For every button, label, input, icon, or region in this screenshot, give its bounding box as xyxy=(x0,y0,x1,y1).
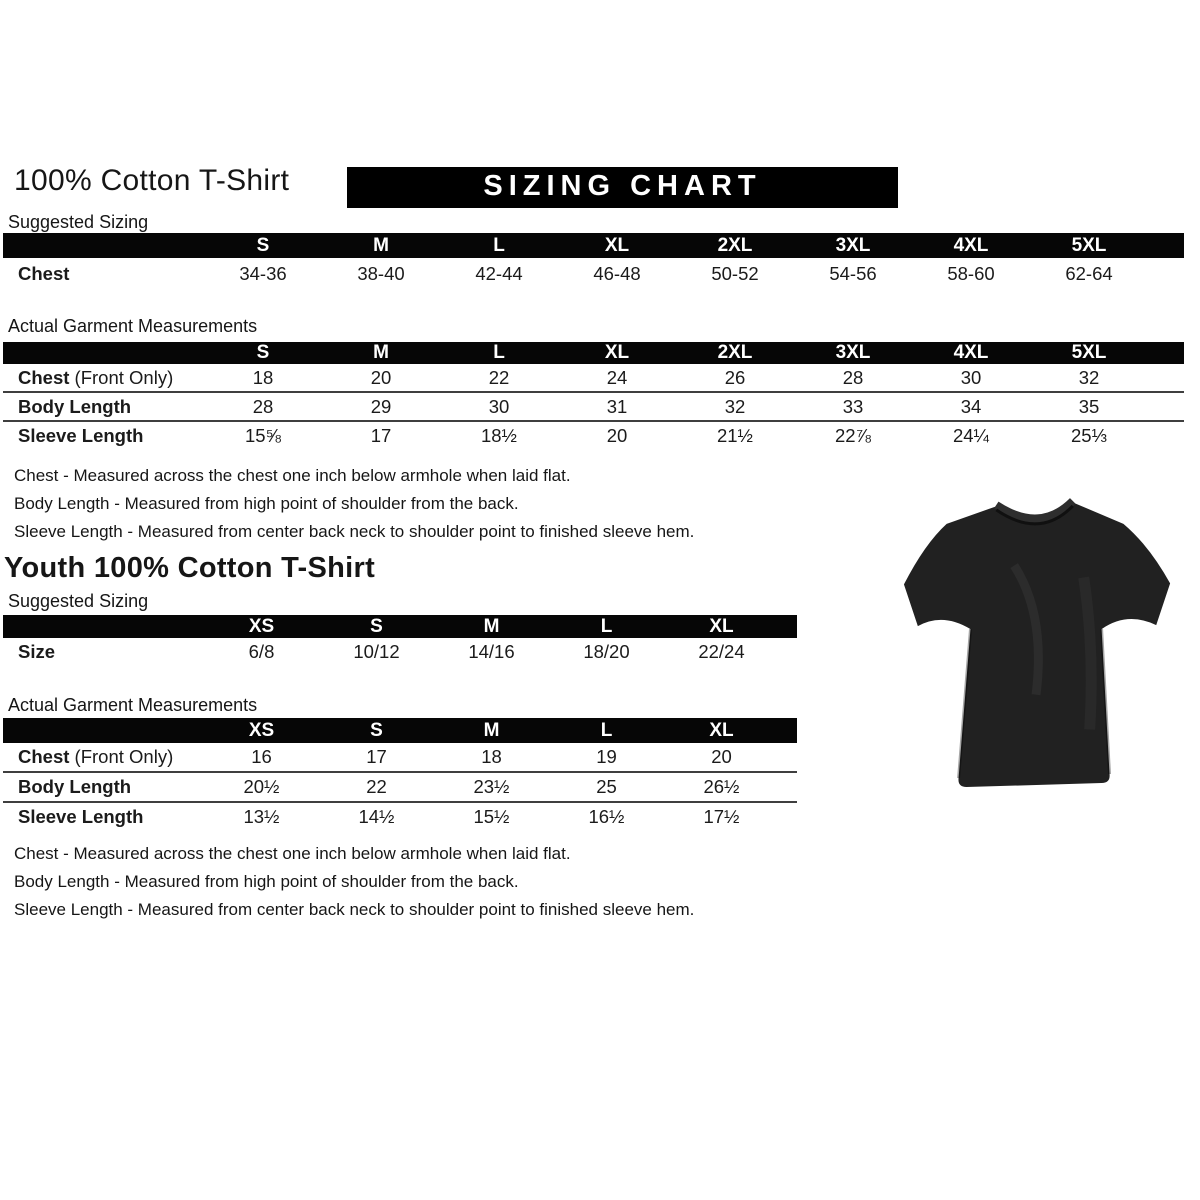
header-row xyxy=(3,342,1184,364)
size-column-header: 5XL xyxy=(1030,342,1148,364)
table-cell: 23½ xyxy=(434,772,549,802)
size-column-header: S xyxy=(319,718,434,743)
table-cell: 32 xyxy=(676,392,794,421)
note-line: Body Length - Measured from high point of shoulder from the back. xyxy=(14,872,519,891)
size-column-header: XL xyxy=(664,615,779,638)
table-cell: 18 xyxy=(481,746,502,767)
table-cell: 25 xyxy=(549,772,664,802)
header-row xyxy=(3,233,1184,258)
table-cell: 16 xyxy=(251,746,272,767)
table-cell: 30 xyxy=(960,366,982,388)
table-row-chest xyxy=(3,258,1184,290)
row-label: Chest (Front Only) xyxy=(18,366,174,388)
adult-section-title: 100% Cotton T-Shirt xyxy=(14,164,290,197)
table-cell: 18 xyxy=(252,366,274,388)
adult-suggested-sizing-table xyxy=(3,233,1184,290)
table-cell: 16½ xyxy=(549,802,664,831)
filler-cell xyxy=(779,802,797,831)
corner-cell xyxy=(3,233,204,258)
row-label: Size xyxy=(18,641,56,662)
row-label: Chest (Front Only) xyxy=(18,746,174,767)
size-column-header: 5XL xyxy=(1030,233,1148,258)
size-column-header: 2XL xyxy=(676,342,794,364)
filler-cell xyxy=(1148,258,1184,290)
adult-actual-measurements-label: Actual Garment Measurements xyxy=(8,316,258,336)
size-column-header: S xyxy=(319,615,434,638)
youth-actual-measurements-table xyxy=(3,718,797,831)
row-label: Sleeve Length xyxy=(3,802,204,831)
adult-suggested-sizing-label: Suggested Sizing xyxy=(8,212,149,232)
table-cell: 20 xyxy=(711,746,732,767)
table-row-body-length xyxy=(3,772,797,802)
sizing-chart-banner: SIZING CHART xyxy=(347,167,898,208)
corner-cell xyxy=(3,718,204,743)
header-filler-cell xyxy=(1148,342,1184,364)
adult-measurement-notes xyxy=(14,462,694,546)
table-cell: 33 xyxy=(794,392,912,421)
table-cell: 42-44 xyxy=(475,263,523,284)
size-column-header: L xyxy=(440,342,558,364)
size-column-header: 3XL xyxy=(794,233,912,258)
table-cell: 21½ xyxy=(676,421,794,449)
table-row-chest xyxy=(3,743,797,772)
note-line: Chest - Measured across the chest one inch below armhole when laid flat. xyxy=(14,844,571,863)
note-line: Sleeve Length - Measured from center back neck to shoulder point to finished sleeve hem. xyxy=(14,522,695,541)
size-column-header: XL xyxy=(664,718,779,743)
table-cell: 17 xyxy=(322,421,440,449)
table-cell: 50-52 xyxy=(711,263,759,284)
table-cell: 58-60 xyxy=(947,263,995,284)
table-cell: 14/16 xyxy=(468,641,515,662)
table-row-body-length xyxy=(3,392,1184,421)
table-cell: 6/8 xyxy=(248,641,275,662)
youth-actual-measurements-label: Actual Garment Measurements xyxy=(8,695,258,715)
size-column-header: L xyxy=(549,615,664,638)
table-cell: 14½ xyxy=(319,802,434,831)
youth-suggested-sizing-label: Suggested Sizing xyxy=(8,591,149,611)
table-cell: 34-36 xyxy=(239,263,287,284)
row-label: Body Length xyxy=(3,772,204,802)
note-line: Sleeve Length - Measured from center back neck to shoulder point to finished sleeve hem. xyxy=(14,900,695,919)
size-column-header: XS xyxy=(204,718,319,743)
table-cell: 22/24 xyxy=(698,641,745,662)
size-column-header: XL xyxy=(558,233,676,258)
size-column-header: 3XL xyxy=(794,342,912,364)
corner-cell xyxy=(3,342,204,364)
filler-cell xyxy=(779,638,797,666)
header-filler-cell xyxy=(1148,233,1184,258)
table-row-chest xyxy=(3,364,1184,392)
filler-cell xyxy=(779,743,797,772)
table-cell: 22 xyxy=(319,772,434,802)
table-cell: 15⅝ xyxy=(204,421,322,449)
header-row xyxy=(3,615,797,638)
note-line: Chest - Measured across the chest one inch below armhole when laid flat. xyxy=(14,466,571,485)
table-cell: 22 xyxy=(488,366,510,388)
table-cell: 15½ xyxy=(434,802,549,831)
table-cell: 26 xyxy=(724,366,746,388)
table-cell: 18½ xyxy=(440,421,558,449)
header-row xyxy=(3,718,797,743)
table-cell: 30 xyxy=(440,392,558,421)
filler-cell xyxy=(1148,392,1184,421)
table-cell: 38-40 xyxy=(357,263,405,284)
table-cell: 62-64 xyxy=(1065,263,1113,284)
table-cell: 20 xyxy=(558,421,676,449)
table-cell: 26½ xyxy=(664,772,779,802)
row-label: Body Length xyxy=(3,392,204,421)
youth-suggested-sizing-table xyxy=(3,615,797,666)
table-row-sleeve-length xyxy=(3,421,1184,449)
size-column-header: M xyxy=(434,718,549,743)
header-filler-cell xyxy=(779,615,797,638)
table-cell: 25⅓ xyxy=(1030,421,1148,449)
table-cell: 10/12 xyxy=(353,641,400,662)
size-column-header: 4XL xyxy=(912,342,1030,364)
size-column-header: 2XL xyxy=(676,233,794,258)
size-column-header: M xyxy=(322,233,440,258)
table-cell: 31 xyxy=(558,392,676,421)
table-cell: 29 xyxy=(322,392,440,421)
table-cell: 17 xyxy=(366,746,387,767)
size-column-header: 4XL xyxy=(912,233,1030,258)
size-column-header: M xyxy=(322,342,440,364)
table-cell: 19 xyxy=(596,746,617,767)
size-column-header: S xyxy=(204,233,322,258)
table-cell: 20 xyxy=(370,366,392,388)
table-cell: 20½ xyxy=(204,772,319,802)
corner-cell xyxy=(3,615,204,638)
size-column-header: XS xyxy=(204,615,319,638)
youth-measurement-notes xyxy=(14,840,694,924)
filler-cell xyxy=(1148,421,1184,449)
table-cell: 18/20 xyxy=(583,641,630,662)
table-cell: 54-56 xyxy=(829,263,877,284)
filler-cell xyxy=(779,772,797,802)
size-column-header: M xyxy=(434,615,549,638)
youth-section-title: Youth 100% Cotton T-Shirt xyxy=(4,552,376,584)
row-label: Chest xyxy=(18,263,70,284)
table-row-size xyxy=(3,638,797,666)
black-tshirt-image xyxy=(895,486,1187,802)
table-cell: 22⅞ xyxy=(794,421,912,449)
table-cell: 46-48 xyxy=(593,263,641,284)
table-cell: 13½ xyxy=(204,802,319,831)
size-column-header: S xyxy=(204,342,322,364)
size-column-header: L xyxy=(549,718,664,743)
row-label: Sleeve Length xyxy=(3,421,204,449)
size-column-header: XL xyxy=(558,342,676,364)
table-cell: 34 xyxy=(912,392,1030,421)
table-cell: 35 xyxy=(1030,392,1148,421)
header-filler-cell xyxy=(779,718,797,743)
table-cell: 24¼ xyxy=(912,421,1030,449)
table-cell: 28 xyxy=(842,366,864,388)
size-column-header: L xyxy=(440,233,558,258)
table-cell: 17½ xyxy=(664,802,779,831)
table-row-sleeve-length xyxy=(3,802,797,831)
table-cell: 24 xyxy=(606,366,628,388)
table-cell: 32 xyxy=(1078,366,1100,388)
filler-cell xyxy=(1148,364,1184,392)
note-line: Body Length - Measured from high point of shoulder from the back. xyxy=(14,494,519,513)
table-cell: 28 xyxy=(204,392,322,421)
adult-actual-measurements-table xyxy=(3,342,1184,449)
